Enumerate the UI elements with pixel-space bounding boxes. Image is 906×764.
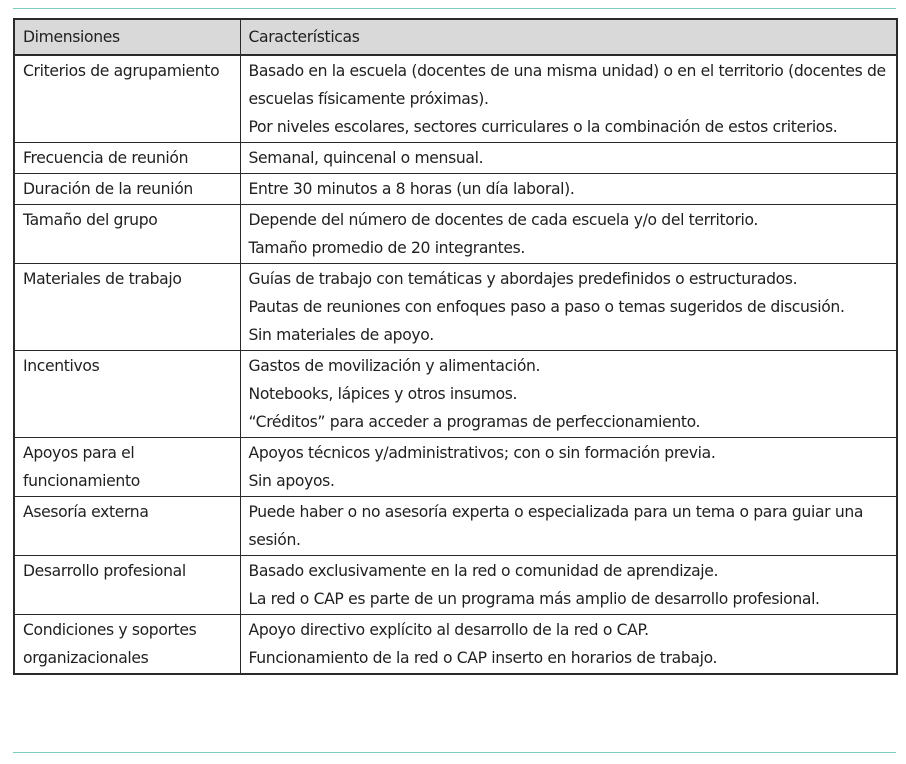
dimension-cell: Apoyos para el funcionamiento (14, 438, 240, 497)
table-row (14, 174, 897, 205)
characteristics-cell (240, 615, 897, 675)
dimension-cell: Desarrollo profesional (14, 556, 240, 615)
dimension-cell: Frecuencia de reunión (14, 143, 240, 174)
characteristics-cell (240, 351, 897, 438)
characteristic-line: Sin apoyos. (248, 472, 335, 490)
characteristics-cell (240, 497, 897, 556)
header-dimensiones: Dimensiones (14, 19, 240, 55)
table-row (14, 497, 897, 556)
characteristic-line: “Créditos” para acceder a programas de perfeccionamiento. (248, 413, 701, 431)
characteristic-line: Puede haber o no asesoría experta o especializada para un tema o para guiar una sesión. (248, 503, 864, 549)
table-row (14, 438, 897, 497)
dimension-cell: Materiales de trabajo (14, 264, 240, 351)
dimension-cell: Asesoría externa (14, 497, 240, 556)
characteristic-line: Apoyos técnicos y/administrativos; con o sin formación previa. (248, 444, 716, 462)
characteristic-line: Notebooks, lápices y otros insumos. (248, 385, 518, 403)
characteristic-line: Funcionamiento de la red o CAP inserto en horarios de trabajo. (248, 649, 718, 667)
top-divider (13, 8, 896, 9)
table-row (14, 615, 897, 675)
characteristic-line: Semanal, quincenal o mensual. (248, 149, 484, 167)
dimension-cell: Condiciones y soportes organizacionales (14, 615, 240, 675)
characteristics-cell (240, 205, 897, 264)
characteristics-cell (240, 264, 897, 351)
dimension-cell: Duración de la reunión (14, 174, 240, 205)
characteristic-line: Tamaño promedio de 20 integrantes. (248, 239, 525, 257)
table-row (14, 556, 897, 615)
table-row (14, 205, 897, 264)
characteristic-line: Sin materiales de apoyo. (248, 326, 434, 344)
characteristics-cell (240, 174, 897, 205)
characteristics-cell (240, 55, 897, 143)
dimension-cell: Tamaño del grupo (14, 205, 240, 264)
characteristic-line: Por niveles escolares, sectores curriculares o la combinación de estos criterios. (248, 118, 838, 136)
characteristic-line: Basado exclusivamente en la red o comunidad de aprendizaje. (248, 562, 719, 580)
characteristic-line: Depende del número de docentes de cada escuela y/o del territorio. (248, 211, 759, 229)
characteristic-line: Gastos de movilización y alimentación. (248, 357, 541, 375)
table-row (14, 143, 897, 174)
dimension-cell: Criterios de agrupamiento (14, 55, 240, 143)
table-row (14, 264, 897, 351)
header-row (14, 19, 897, 55)
characteristic-line: Apoyo directivo explícito al desarrollo de la red o CAP. (248, 621, 649, 639)
table-row (14, 351, 897, 438)
characteristic-line: Guías de trabajo con temáticas y abordajes predefinidos o estructurados. (248, 270, 798, 288)
characteristics-cell (240, 556, 897, 615)
characteristics-cell (240, 143, 897, 174)
bottom-divider (13, 752, 896, 753)
table-row (14, 55, 897, 143)
dimension-cell: Incentivos (14, 351, 240, 438)
dimensions-table (13, 18, 898, 675)
characteristic-line: Basado en la escuela (docentes de una misma unidad) o en el territorio (docentes de escuelas físicamente próximas). (248, 62, 886, 108)
characteristics-cell (240, 438, 897, 497)
table-body (14, 55, 897, 674)
characteristic-line: Pautas de reuniones con enfoques paso a paso o temas sugeridos de discusión. (248, 298, 845, 316)
characteristic-line: Entre 30 minutos a 8 horas (un día laboral). (248, 180, 575, 198)
header-caracteristicas: Características (240, 19, 897, 55)
characteristic-line: La red o CAP es parte de un programa más amplio de desarrollo profesional. (248, 590, 820, 608)
